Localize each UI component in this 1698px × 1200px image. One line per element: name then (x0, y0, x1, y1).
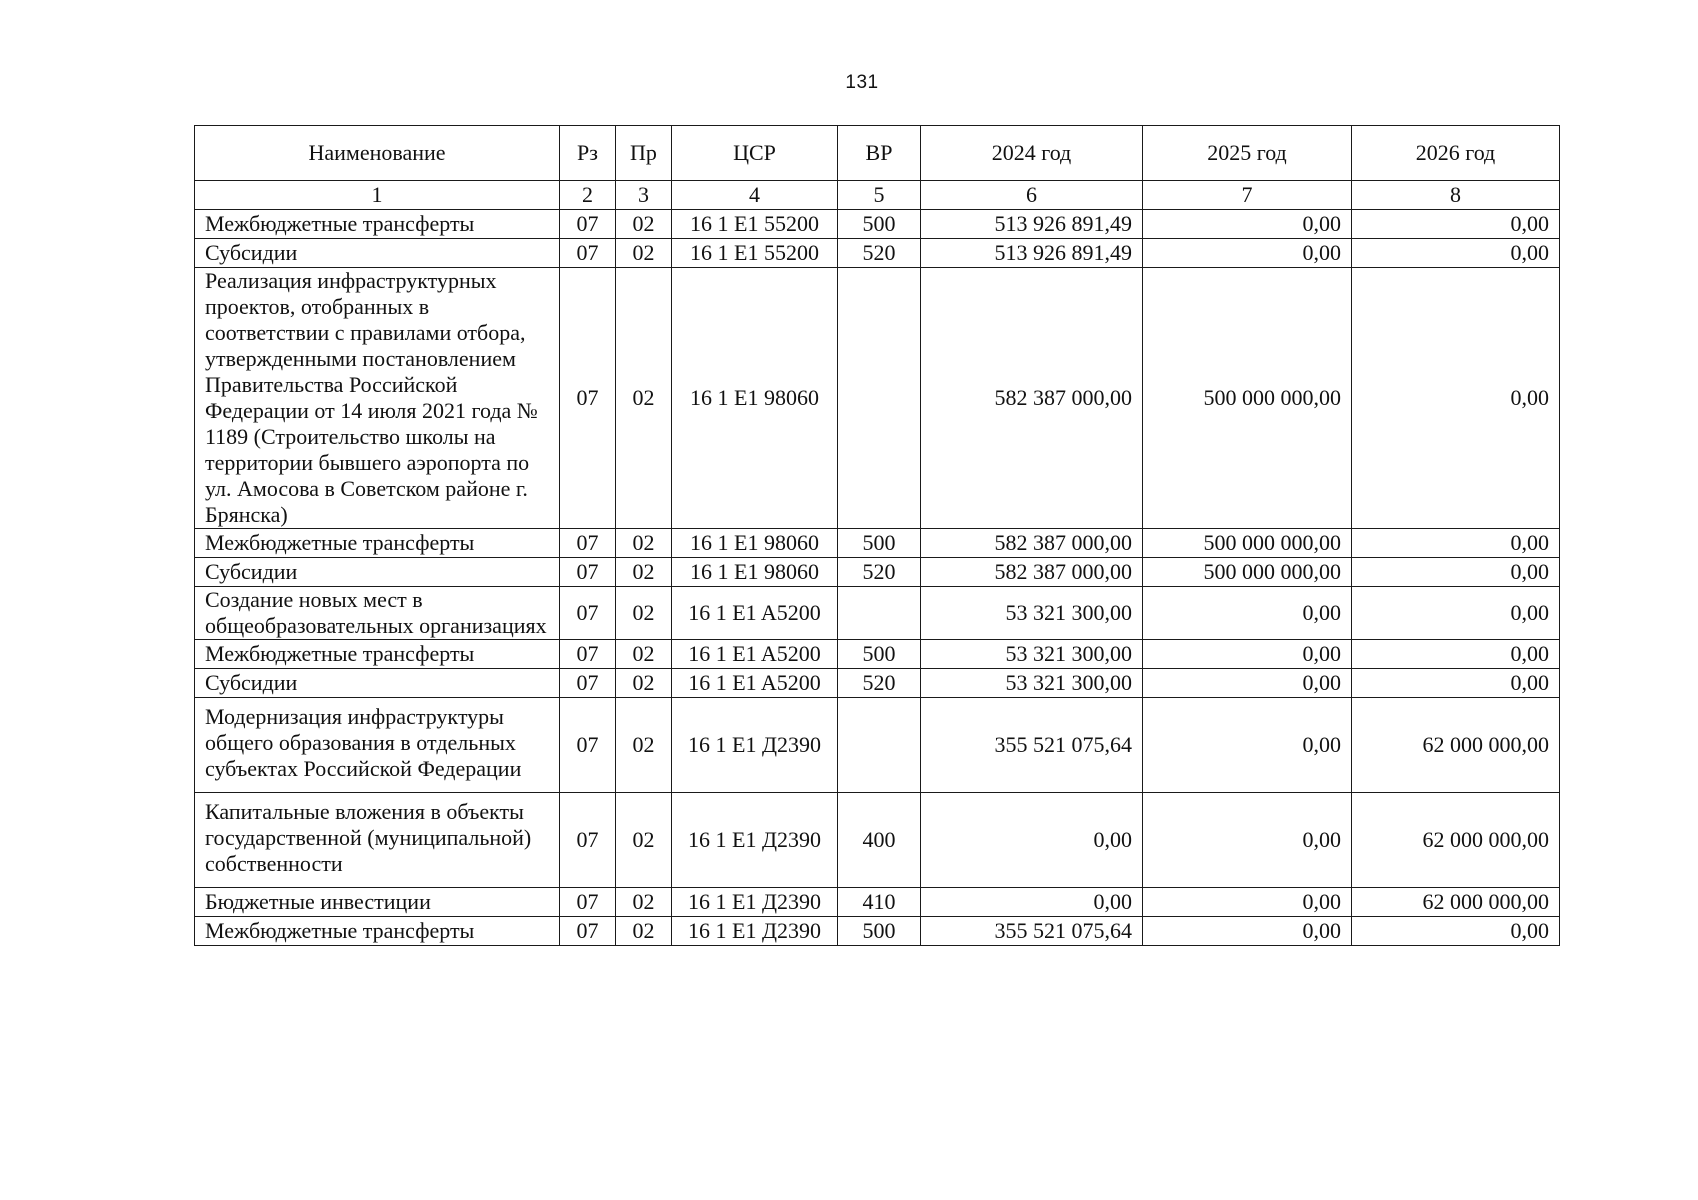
row-vr (838, 587, 921, 640)
row-pr: 02 (616, 587, 672, 640)
table-row (195, 669, 1560, 698)
row-csr: 16 1 E1 Д2390 (672, 917, 838, 946)
row-amount-2024: 53 321 300,00 (921, 587, 1143, 640)
row-amount-2026: 0,00 (1352, 529, 1560, 558)
row-amount-2026: 0,00 (1352, 268, 1560, 529)
row-rz: 07 (560, 888, 616, 917)
row-amount-2026: 0,00 (1352, 210, 1560, 239)
row-rz: 07 (560, 793, 616, 888)
row-csr: 16 1 E1 Д2390 (672, 698, 838, 793)
row-pr: 02 (616, 268, 672, 529)
row-pr: 02 (616, 239, 672, 268)
header-row (195, 126, 1560, 181)
row-rz: 07 (560, 239, 616, 268)
row-name: Межбюджетные трансферты (195, 529, 560, 558)
column-header-2025: 2025 год (1143, 126, 1352, 181)
row-rz: 07 (560, 917, 616, 946)
row-name: Межбюджетные трансферты (195, 917, 560, 946)
row-amount-2026: 0,00 (1352, 239, 1560, 268)
row-amount-2025: 0,00 (1143, 669, 1352, 698)
table-row (195, 268, 1560, 529)
row-amount-2026: 0,00 (1352, 587, 1560, 640)
row-csr: 16 1 E1 55200 (672, 239, 838, 268)
row-csr: 16 1 E1 Д2390 (672, 888, 838, 917)
row-amount-2025: 0,00 (1143, 698, 1352, 793)
row-csr: 16 1 E1 98060 (672, 558, 838, 587)
row-vr: 500 (838, 529, 921, 558)
row-amount-2026: 62 000 000,00 (1352, 698, 1560, 793)
row-rz: 07 (560, 669, 616, 698)
row-csr: 16 1 E1 Д2390 (672, 793, 838, 888)
row-vr: 520 (838, 669, 921, 698)
row-vr: 500 (838, 210, 921, 239)
row-csr: 16 1 E1 A5200 (672, 587, 838, 640)
row-pr: 02 (616, 669, 672, 698)
row-amount-2024: 53 321 300,00 (921, 640, 1143, 669)
row-csr: 16 1 E1 A5200 (672, 640, 838, 669)
row-amount-2024: 355 521 075,64 (921, 698, 1143, 793)
table-row (195, 239, 1560, 268)
row-name: Создание новых мест в общеобразовательных организациях (195, 587, 560, 640)
column-number: 1 (195, 181, 560, 210)
row-vr: 400 (838, 793, 921, 888)
row-rz: 07 (560, 698, 616, 793)
budget-table (194, 125, 1560, 946)
table-row (195, 210, 1560, 239)
row-name: Бюджетные инвестиции (195, 888, 560, 917)
row-name: Межбюджетные трансферты (195, 210, 560, 239)
column-number-row (195, 181, 1560, 210)
row-amount-2024: 513 926 891,49 (921, 239, 1143, 268)
row-name: Реализация инфраструктурных проектов, отобранных в соответствии с правилами отбора, утвержденными постановлением Правительства Российской Федерации от 14 июля 2021 года № 1189 (Строительство школы на территории бывшего аэропорта по ул. Амосова в Советском районе г. Брянска) (195, 268, 560, 529)
row-amount-2025: 0,00 (1143, 888, 1352, 917)
row-amount-2026: 62 000 000,00 (1352, 888, 1560, 917)
row-pr: 02 (616, 698, 672, 793)
row-pr: 02 (616, 640, 672, 669)
row-name: Субсидии (195, 558, 560, 587)
table-row (195, 698, 1560, 793)
row-name: Модернизация инфраструктуры общего образования в отдельных субъектах Российской Федерации (195, 698, 560, 793)
row-amount-2024: 0,00 (921, 793, 1143, 888)
table-row (195, 587, 1560, 640)
row-vr: 500 (838, 917, 921, 946)
table-row (195, 529, 1560, 558)
row-pr: 02 (616, 917, 672, 946)
column-header-rz: Рз (560, 126, 616, 181)
table-row (195, 558, 1560, 587)
column-number: 8 (1352, 181, 1560, 210)
row-amount-2025: 0,00 (1143, 239, 1352, 268)
row-amount-2025: 0,00 (1143, 210, 1352, 239)
row-amount-2026: 62 000 000,00 (1352, 793, 1560, 888)
row-vr: 520 (838, 239, 921, 268)
column-number: 6 (921, 181, 1143, 210)
row-csr: 16 1 E1 55200 (672, 210, 838, 239)
table-row (195, 793, 1560, 888)
row-amount-2026: 0,00 (1352, 558, 1560, 587)
row-amount-2024: 582 387 000,00 (921, 529, 1143, 558)
row-amount-2024: 53 321 300,00 (921, 669, 1143, 698)
row-rz: 07 (560, 640, 616, 669)
column-number: 3 (616, 181, 672, 210)
table-row (195, 888, 1560, 917)
row-amount-2025: 0,00 (1143, 793, 1352, 888)
row-amount-2024: 0,00 (921, 888, 1143, 917)
row-amount-2025: 0,00 (1143, 917, 1352, 946)
row-pr: 02 (616, 210, 672, 239)
column-number: 4 (672, 181, 838, 210)
column-header-2024: 2024 год (921, 126, 1143, 181)
row-pr: 02 (616, 888, 672, 917)
row-rz: 07 (560, 210, 616, 239)
row-name: Капитальные вложения в объекты государственной (муниципальной) собственности (195, 793, 560, 888)
row-name: Межбюджетные трансферты (195, 640, 560, 669)
column-number: 5 (838, 181, 921, 210)
column-header-name: Наименование (195, 126, 560, 181)
row-amount-2026: 0,00 (1352, 669, 1560, 698)
row-csr: 16 1 E1 98060 (672, 529, 838, 558)
row-pr: 02 (616, 529, 672, 558)
row-pr: 02 (616, 558, 672, 587)
row-vr: 500 (838, 640, 921, 669)
row-vr (838, 698, 921, 793)
row-rz: 07 (560, 558, 616, 587)
row-pr: 02 (616, 793, 672, 888)
row-vr: 520 (838, 558, 921, 587)
table-row (195, 640, 1560, 669)
column-number: 7 (1143, 181, 1352, 210)
row-amount-2025: 0,00 (1143, 640, 1352, 669)
row-amount-2024: 355 521 075,64 (921, 917, 1143, 946)
row-vr: 410 (838, 888, 921, 917)
column-number: 2 (560, 181, 616, 210)
table-row (195, 917, 1560, 946)
row-csr: 16 1 E1 A5200 (672, 669, 838, 698)
column-header-csr: ЦСР (672, 126, 838, 181)
row-name: Субсидии (195, 239, 560, 268)
column-header-2026: 2026 год (1352, 126, 1560, 181)
row-amount-2024: 582 387 000,00 (921, 558, 1143, 587)
row-vr (838, 268, 921, 529)
row-csr: 16 1 E1 98060 (672, 268, 838, 529)
row-amount-2026: 0,00 (1352, 640, 1560, 669)
row-amount-2024: 513 926 891,49 (921, 210, 1143, 239)
row-rz: 07 (560, 529, 616, 558)
row-amount-2025: 500 000 000,00 (1143, 558, 1352, 587)
page-number: 131 (845, 72, 879, 93)
column-header-vr: ВР (838, 126, 921, 181)
row-amount-2024: 582 387 000,00 (921, 268, 1143, 529)
column-header-pr: Пр (616, 126, 672, 181)
row-amount-2025: 500 000 000,00 (1143, 268, 1352, 529)
row-rz: 07 (560, 587, 616, 640)
row-rz: 07 (560, 268, 616, 529)
row-amount-2025: 500 000 000,00 (1143, 529, 1352, 558)
row-amount-2025: 0,00 (1143, 587, 1352, 640)
row-amount-2026: 0,00 (1352, 917, 1560, 946)
row-name: Субсидии (195, 669, 560, 698)
